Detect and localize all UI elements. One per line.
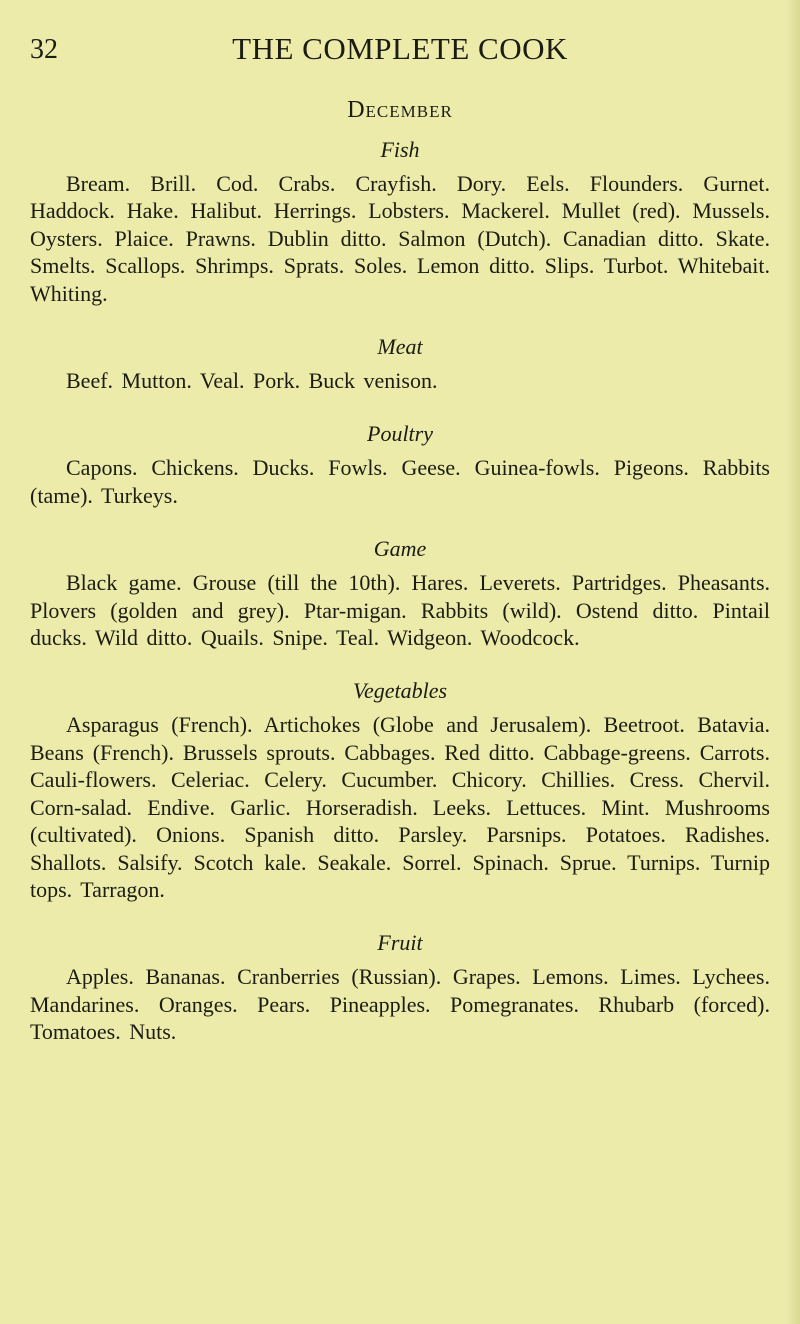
page-number: 32 <box>30 34 58 65</box>
page-content <box>30 96 770 1046</box>
section-fruit <box>30 929 770 1045</box>
section-heading-fruit: Fruit <box>377 930 423 956</box>
month-title: December <box>347 97 453 123</box>
section-text-meat: Beef. Mutton. Veal. Pork. Buck venison. <box>66 368 438 394</box>
section-text-vegetables: Asparagus (French). Artichokes (Globe and Jerusalem). Beetroot. Batavia. Beans (French). Brussels sprouts. Cabbages. Red ditto. Cabbage-greens. Carrots. Cauli-flowers. Celeriac. Celery. Cucumber. Chicory. Chillies. Cress. Chervil. Corn-salad. Endive. Garlic. Horseradish. Leeks. Lettuces. Mint. Mushrooms (cultivated). Onions. Spanish ditto. Parsley. Parsnips. Potatoes. Radishes. Shallots. Salsify. Scotch kale. Seakale. Sorrel. Spinach. Sprue. Turnips. Turnip tops. Tarragon. <box>30 712 770 902</box>
section-text-fish: Bream. Brill. Cod. Crabs. Crayfish. Dory. Eels. Flounders. Gurnet. Haddock. Hake. Halibut. Herrings. Lobsters. Mackerel. Mullet (red). Mussels. Oysters. Plaice. Prawns. Dublin ditto. Salmon (Dutch). Canadian ditto. Skate. Smelts. Scallops. Shrimps. Sprats. Soles. Lemon ditto. Slips. Turbot. Whitebait. Whiting. <box>30 171 770 306</box>
page-edge-shadow <box>786 0 800 1324</box>
page-header <box>0 28 800 68</box>
section-text-poultry: Capons. Chickens. Ducks. Fowls. Geese. Guinea-fowls. Pigeons. Rabbits (tame). Turkeys. <box>30 455 770 508</box>
section-text-fruit: Apples. Bananas. Cranberries (Russian). Grapes. Lemons. Limes. Lychees. Mandarines. Oranges. Pears. Pineapples. Pomegranates. Rhubarb (forced). Tomatoes. Nuts. <box>30 964 770 1045</box>
section-heading-meat: Meat <box>377 334 423 360</box>
section-vegetables <box>30 677 770 903</box>
section-meat <box>30 333 770 394</box>
section-game <box>30 535 770 651</box>
section-fish <box>30 136 770 307</box>
section-heading-game: Game <box>373 536 427 562</box>
section-heading-vegetables: Vegetables <box>352 678 448 704</box>
section-heading-fish: Fish <box>380 137 420 162</box>
running-head: THE COMPLETE COOK <box>232 31 568 66</box>
section-poultry <box>30 420 770 509</box>
section-heading-poultry: Poultry <box>367 421 433 447</box>
section-text-game: Black game. Grouse (till the 10th). Hares. Leverets. Partridges. Pheasants. Plovers (golden and grey). Ptar-migan. Rabbits (wild). Ostend ditto. Pintail ducks. Wild ditto. Quails. Snipe. Teal. Widgeon. Woodcock. <box>30 570 770 651</box>
